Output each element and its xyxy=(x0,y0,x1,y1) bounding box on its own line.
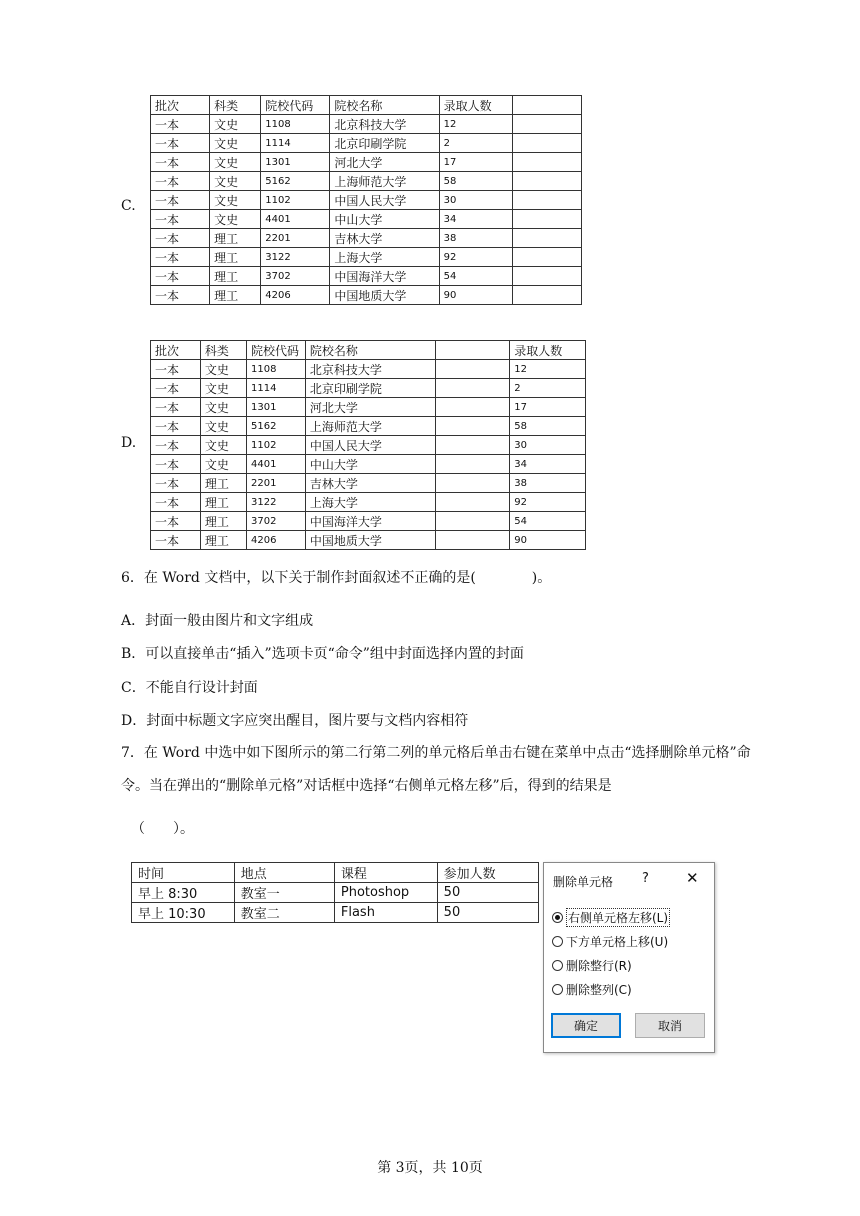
table-cell: 一本 xyxy=(151,229,210,248)
table-cell: 北京科技大学 xyxy=(305,360,435,379)
table-cell: 文史 xyxy=(210,153,261,172)
table-cell xyxy=(435,360,510,379)
table-cell: 中国地质大学 xyxy=(330,286,439,305)
ok-button[interactable]: 确定 xyxy=(551,1013,621,1038)
table-cell: 1108 xyxy=(261,115,330,134)
table-cell: 58 xyxy=(510,417,586,436)
table-row xyxy=(151,455,586,474)
table-cell: 90 xyxy=(510,531,586,550)
table-cell: 文史 xyxy=(210,191,261,210)
table-cell: 1102 xyxy=(247,436,306,455)
table-cell xyxy=(435,398,510,417)
table-cell xyxy=(512,134,581,153)
delete-cells-dialog xyxy=(543,862,715,1053)
table-cell: 4401 xyxy=(261,210,330,229)
table-cell: 中国人民大学 xyxy=(305,436,435,455)
question-7-stem: 7．在 Word 中选中如下图所示的第二行第二列的单元格后单击右键在菜单中点击“选择删除单元格”命令。当在弹出的“删除单元格”对话框中选择“右侧单元格左移”后，得到的结果是 xyxy=(121,745,751,794)
radio-delete-column[interactable] xyxy=(552,981,632,998)
table-row xyxy=(151,286,582,305)
table-cell: 一本 xyxy=(151,153,210,172)
header-cell: 参加人数 xyxy=(437,863,538,883)
table-cell: 4401 xyxy=(247,455,306,474)
table-cell: 中山大学 xyxy=(330,210,439,229)
table-cell: 2 xyxy=(439,134,512,153)
table-cell: 一本 xyxy=(151,267,210,286)
table-header-row xyxy=(151,341,586,360)
option-d-table xyxy=(150,340,586,550)
table-cell: 30 xyxy=(510,436,586,455)
table-cell: 文史 xyxy=(200,379,246,398)
table-cell: 1114 xyxy=(261,134,330,153)
table-cell: 中国海洋大学 xyxy=(330,267,439,286)
header-cell xyxy=(512,96,581,115)
option-d-letter: D. xyxy=(121,435,137,451)
table-cell: 一本 xyxy=(151,379,201,398)
table-row xyxy=(151,531,586,550)
table-header-row xyxy=(132,863,539,883)
table-cell xyxy=(435,417,510,436)
table-cell: 54 xyxy=(510,512,586,531)
table-cell: 1108 xyxy=(247,360,306,379)
table-cell: 文史 xyxy=(200,417,246,436)
table-cell xyxy=(512,267,581,286)
table-cell: 17 xyxy=(510,398,586,417)
question-6-option-b: B．可以直接单击“插入”选项卡页“命令”组中封面选择内置的封面 xyxy=(121,646,524,662)
table-cell: 一本 xyxy=(151,512,201,531)
table-cell xyxy=(435,474,510,493)
question-7-blank: （ ）。 xyxy=(131,821,194,837)
table-cell: 58 xyxy=(439,172,512,191)
table-row xyxy=(132,883,539,903)
table-row xyxy=(151,115,582,134)
radio-icon xyxy=(552,984,563,995)
table-cell: 一本 xyxy=(151,474,201,493)
header-cell: 批次 xyxy=(151,96,210,115)
page-footer: 第 3页，共 10页 xyxy=(377,1160,483,1176)
close-icon[interactable]: ✕ xyxy=(686,869,699,887)
table-cell: 34 xyxy=(510,455,586,474)
table-cell: 理工 xyxy=(210,286,261,305)
table-cell: 一本 xyxy=(151,134,210,153)
table-cell: 12 xyxy=(439,115,512,134)
table-cell: 北京科技大学 xyxy=(330,115,439,134)
table-row xyxy=(151,172,582,191)
table-cell: 文史 xyxy=(210,134,261,153)
table-cell xyxy=(512,286,581,305)
table-row xyxy=(151,436,586,455)
table-cell: 50 xyxy=(437,903,538,923)
table-cell: 河北大学 xyxy=(330,153,439,172)
table-cell: 吉林大学 xyxy=(330,229,439,248)
table-header-row xyxy=(151,96,582,115)
header-cell: 科类 xyxy=(200,341,246,360)
table-cell: 2201 xyxy=(247,474,306,493)
table-cell: 17 xyxy=(439,153,512,172)
table-cell xyxy=(512,191,581,210)
table-row xyxy=(151,512,586,531)
header-cell: 批次 xyxy=(151,341,201,360)
table-cell: 理工 xyxy=(210,267,261,286)
header-cell: 时间 xyxy=(132,863,235,883)
question-6-option-a: A．封面一般由图片和文字组成 xyxy=(121,613,314,629)
table-cell: 4206 xyxy=(261,286,330,305)
table-cell: 早上 10:30 xyxy=(132,903,235,923)
table-cell: 理工 xyxy=(210,229,261,248)
header-cell: 院校名称 xyxy=(330,96,439,115)
table-cell: 4206 xyxy=(247,531,306,550)
table-row xyxy=(151,398,586,417)
table-cell xyxy=(512,229,581,248)
table-cell: 34 xyxy=(439,210,512,229)
table-cell: 50 xyxy=(437,883,538,903)
table-cell: 一本 xyxy=(151,417,201,436)
table-cell: 北京印刷学院 xyxy=(330,134,439,153)
table-cell: 河北大学 xyxy=(305,398,435,417)
radio-shift-left[interactable] xyxy=(552,908,670,927)
table-cell: 一本 xyxy=(151,210,210,229)
radio-shift-up[interactable] xyxy=(552,933,668,950)
table-cell: 一本 xyxy=(151,115,210,134)
header-cell: 录取人数 xyxy=(510,341,586,360)
table-cell: 3122 xyxy=(261,248,330,267)
table-row xyxy=(151,379,586,398)
table-row xyxy=(151,153,582,172)
table-cell: 3702 xyxy=(247,512,306,531)
table-row xyxy=(151,134,582,153)
table-row xyxy=(151,267,582,286)
option-c-letter: C. xyxy=(121,198,136,214)
table-cell xyxy=(512,210,581,229)
table-cell xyxy=(435,493,510,512)
table-cell: 文史 xyxy=(200,398,246,417)
question-6-option-c: C．不能自行设计封面 xyxy=(121,680,258,696)
table-cell: 理工 xyxy=(200,512,246,531)
table-cell: 1114 xyxy=(247,379,306,398)
table-cell: 理工 xyxy=(200,531,246,550)
table-cell: 文史 xyxy=(210,172,261,191)
table-cell: 吉林大学 xyxy=(305,474,435,493)
table-cell: 文史 xyxy=(210,115,261,134)
table-cell: 文史 xyxy=(200,360,246,379)
table-cell: 上海师范大学 xyxy=(330,172,439,191)
table-cell: 30 xyxy=(439,191,512,210)
radio-delete-row-label: 删除整行(R) xyxy=(566,959,632,973)
table-cell: 一本 xyxy=(151,493,201,512)
table-cell: 一本 xyxy=(151,248,210,267)
question-6-option-d: D．封面中标题文字应突出醒目，图片要与文档内容相符 xyxy=(121,713,469,729)
radio-shift-up-label: 下方单元格上移(U) xyxy=(566,935,669,949)
question-7-table xyxy=(131,862,539,923)
help-icon[interactable]: ? xyxy=(642,871,649,886)
table-cell xyxy=(512,248,581,267)
table-cell: 3122 xyxy=(247,493,306,512)
table-cell: 12 xyxy=(510,360,586,379)
table-cell: 一本 xyxy=(151,191,210,210)
header-cell: 院校名称 xyxy=(305,341,435,360)
table-cell: 1102 xyxy=(261,191,330,210)
table-cell: 文史 xyxy=(210,210,261,229)
header-cell xyxy=(435,341,510,360)
table-cell: Photoshop xyxy=(334,883,437,903)
table-cell: 54 xyxy=(439,267,512,286)
table-cell: 上海大学 xyxy=(330,248,439,267)
table-row xyxy=(151,493,586,512)
table-cell: 3702 xyxy=(261,267,330,286)
table-cell xyxy=(435,531,510,550)
table-cell: 中国人民大学 xyxy=(330,191,439,210)
table-cell: 1301 xyxy=(247,398,306,417)
table-cell xyxy=(435,436,510,455)
table-cell: 文史 xyxy=(200,455,246,474)
table-cell: 2201 xyxy=(261,229,330,248)
cancel-button[interactable]: 取消 xyxy=(635,1013,705,1038)
table-cell: 北京印刷学院 xyxy=(305,379,435,398)
table-cell: 1301 xyxy=(261,153,330,172)
radio-delete-column-label: 删除整列(C) xyxy=(566,983,632,997)
table-cell: 5162 xyxy=(247,417,306,436)
table-cell: 教室一 xyxy=(234,883,334,903)
option-c-table xyxy=(150,95,582,305)
table-row xyxy=(151,229,582,248)
dialog-title: 删除单元格 xyxy=(553,875,614,889)
radio-shift-left-label: 右侧单元格左移(L) xyxy=(566,908,670,927)
header-cell: 录取人数 xyxy=(439,96,512,115)
table-cell: 一本 xyxy=(151,398,201,417)
question-6-stem: 6．在 Word 文档中，以下关于制作封面叙述不正确的是( )。 xyxy=(121,570,552,586)
table-cell: 中山大学 xyxy=(305,455,435,474)
table-row xyxy=(151,248,582,267)
table-row xyxy=(151,417,586,436)
header-cell: 科类 xyxy=(210,96,261,115)
table-cell xyxy=(435,379,510,398)
table-cell: 上海大学 xyxy=(305,493,435,512)
table-row xyxy=(151,210,582,229)
table-cell: 一本 xyxy=(151,455,201,474)
table-cell xyxy=(435,455,510,474)
radio-icon xyxy=(552,960,563,971)
table-row xyxy=(151,191,582,210)
table-cell: 38 xyxy=(439,229,512,248)
table-cell: 中国地质大学 xyxy=(305,531,435,550)
table-cell: 90 xyxy=(439,286,512,305)
table-cell: 一本 xyxy=(151,286,210,305)
table-cell xyxy=(512,115,581,134)
table-cell: 理工 xyxy=(200,474,246,493)
table-row xyxy=(151,360,586,379)
table-cell xyxy=(512,153,581,172)
table-cell: 一本 xyxy=(151,531,201,550)
table-cell: Flash xyxy=(334,903,437,923)
header-cell: 课程 xyxy=(334,863,437,883)
table-cell: 92 xyxy=(439,248,512,267)
header-cell: 院校代码 xyxy=(247,341,306,360)
table-cell: 教室二 xyxy=(234,903,334,923)
table-cell xyxy=(435,512,510,531)
table-cell: 一本 xyxy=(151,436,201,455)
table-cell: 一本 xyxy=(151,360,201,379)
table-row xyxy=(132,903,539,923)
table-cell: 早上 8:30 xyxy=(132,883,235,903)
table-cell: 一本 xyxy=(151,172,210,191)
table-cell: 5162 xyxy=(261,172,330,191)
table-cell: 理工 xyxy=(200,493,246,512)
table-cell xyxy=(512,172,581,191)
header-cell: 地点 xyxy=(234,863,334,883)
table-cell: 中国海洋大学 xyxy=(305,512,435,531)
header-cell: 院校代码 xyxy=(261,96,330,115)
table-cell: 2 xyxy=(510,379,586,398)
table-cell: 38 xyxy=(510,474,586,493)
radio-delete-row[interactable] xyxy=(552,957,632,974)
table-cell: 理工 xyxy=(210,248,261,267)
radio-selected-icon xyxy=(552,912,563,923)
radio-icon xyxy=(552,936,563,947)
table-row xyxy=(151,474,586,493)
table-cell: 92 xyxy=(510,493,586,512)
table-cell: 文史 xyxy=(200,436,246,455)
table-cell: 上海师范大学 xyxy=(305,417,435,436)
